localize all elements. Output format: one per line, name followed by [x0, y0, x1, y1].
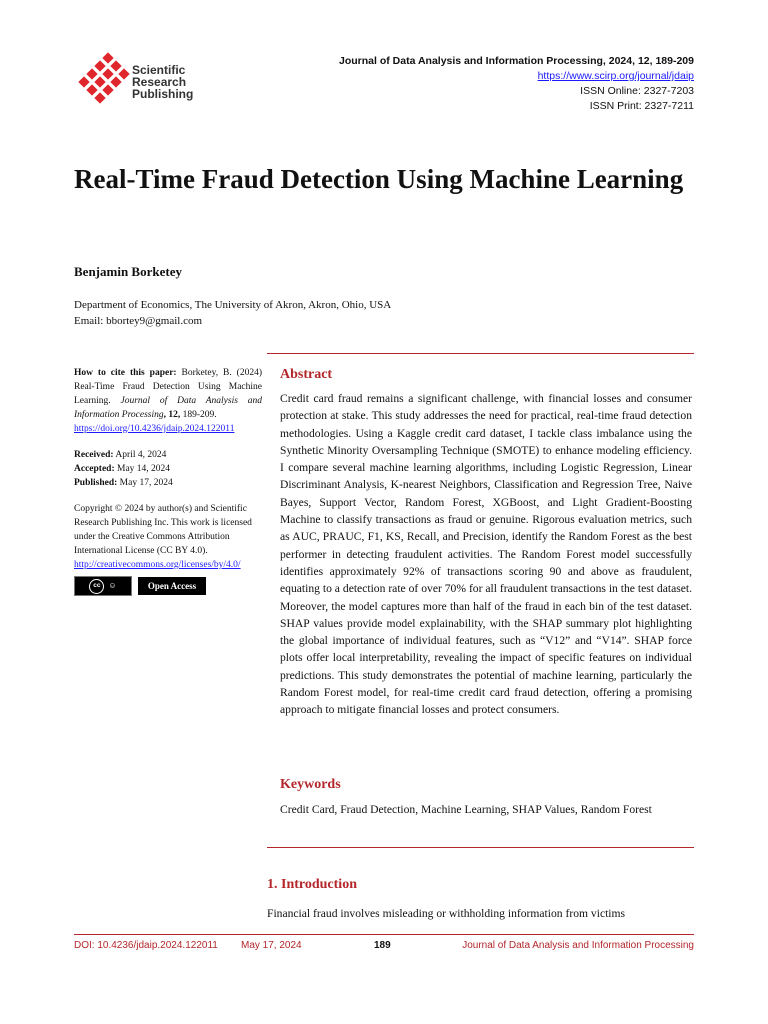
publisher-name — [132, 64, 193, 100]
received-date: April 4, 2024 — [113, 450, 167, 460]
cite-journal: Journal of Data Analysis and Information Processing — [74, 396, 263, 420]
paper-title: Real-Time Fraud Detection Using Machine Learning — [74, 164, 684, 194]
open-access-badge[interactable]: Open Access — [138, 577, 206, 595]
affiliation: Department of Economics, The University of Akron, Akron, Ohio, USA — [74, 299, 392, 311]
publisher-name-line2: Research — [132, 75, 187, 89]
cite-pages: 189-209. — [180, 410, 217, 420]
publisher-logo — [74, 52, 204, 112]
footer-rule — [74, 934, 694, 935]
author-email: Email: bbortey9@gmail.com — [74, 315, 203, 327]
keywords-bottom-rule — [267, 847, 694, 848]
abstract-top-rule — [267, 353, 694, 354]
keywords-heading: Keywords — [280, 777, 341, 792]
journal-citation: Journal of Data Analysis and Information Processing, 2024, 12, 189-209 — [339, 55, 694, 67]
footer-doi: DOI: 10.4236/jdaip.2024.122011 — [74, 940, 218, 951]
person-icon: ☺ — [108, 581, 117, 590]
cite-volume: , 12, — [163, 410, 181, 420]
footer-journal-name: Journal of Data Analysis and Information Processing — [462, 940, 694, 951]
creative-commons-icon: cc — [89, 579, 104, 594]
issn-print: ISSN Print: 2327-7211 — [589, 100, 694, 112]
abstract-text: Credit card fraud remains a significant challenge, with financial losses and consumer protection at stake. This study addresses the need for practical, real-time fraud detection methodologies. Using a Kaggle credit card dataset, I tackle class imbalance using the Synthetic Minority Oversampling Technique (SMOTE) to enhance modeling efficiency. I compare several machine learning algorithms, including Logistic Regression, Linear Discriminant Analysis, K-nearest Neighbors, Classification and Regression Tree, Naive Bayes, Support Vector, Random Forest, XGBoost, and Light Gradient-Boosting Machine to classify transactions as fraud or genuine. Rigorous evaluation metrics, such as AUC, PRAUC, F1, KS, Recall, and Precision, identify the Random Forest as the best performer in detecting fraudulent activities. The Random Forest model successfully identifies approximately 92% of transactions scoring 90 and above as fraudulent, equating to a detection rate of over 70% for all fraudulent transactions in the test dataset. Moreover, the model captures more than half of the fraud in each bin of the test dataset. SHAP values provide model explainability, with the SHAP summary plot highlighting the global importance of individual features, such as “V12” and “V14”. SHAP force plots offer local interpretability, revealing the impact of specific features on individual predictions. This study demonstrates the potential of machine learning, particularly the Random Forest model, for real-time credit card fraud detection, offering a promising approach to mitigate financial losses and protect consumers. — [280, 392, 692, 717]
footer-page-number: 189 — [374, 940, 391, 951]
accepted-date: May 14, 2024 — [114, 464, 171, 474]
article-info-sidebar — [74, 366, 262, 596]
journal-url-link[interactable]: https://www.scirp.org/journal/jdaip — [537, 70, 694, 82]
dates-info — [74, 448, 262, 490]
publisher-name-line1: Scientific — [132, 63, 186, 77]
copyright-info — [74, 502, 262, 572]
copyright-text: Copyright © 2024 by author(s) and Scientific Research Publishing Inc. This work is licensed under the Creative Commons Attribution International License (CC BY 4.0). — [74, 504, 252, 556]
journal-meta — [339, 54, 694, 114]
citation-info — [74, 366, 262, 436]
cite-label: How to cite this paper: — [74, 368, 177, 378]
doi-link[interactable]: https://doi.org/10.4236/jdaip.2024.122011 — [74, 424, 235, 434]
license-link[interactable]: http://creativecommons.org/licenses/by/4.0/ — [74, 560, 241, 570]
accepted-label: Accepted: — [74, 464, 115, 474]
keywords-text: Credit Card, Fraud Detection, Machine Learning, SHAP Values, Random Forest — [280, 803, 652, 816]
footer-date: May 17, 2024 — [241, 940, 302, 951]
license-badges — [74, 576, 262, 596]
cc-by-badge[interactable] — [74, 576, 132, 596]
publisher-name-line3: Publishing — [132, 87, 194, 101]
received-label: Received: — [74, 450, 114, 460]
introduction-text: Financial fraud involves misleading or withholding information from victims — [267, 907, 626, 920]
abstract-heading: Abstract — [280, 367, 333, 382]
issn-online: ISSN Online: 2327-7203 — [580, 85, 694, 97]
published-date: May 17, 2024 — [117, 478, 173, 488]
published-label: Published: — [74, 478, 118, 488]
cite-author: Borketey, B. (2024) Real-Time Fraud Detection Using Machine Learning. — [74, 368, 262, 406]
scirp-diamond-logo-icon — [74, 52, 130, 110]
introduction-heading: 1. Introduction — [267, 877, 357, 892]
author-name: Benjamin Borketey — [74, 264, 182, 279]
author-affiliation-block — [74, 297, 391, 329]
